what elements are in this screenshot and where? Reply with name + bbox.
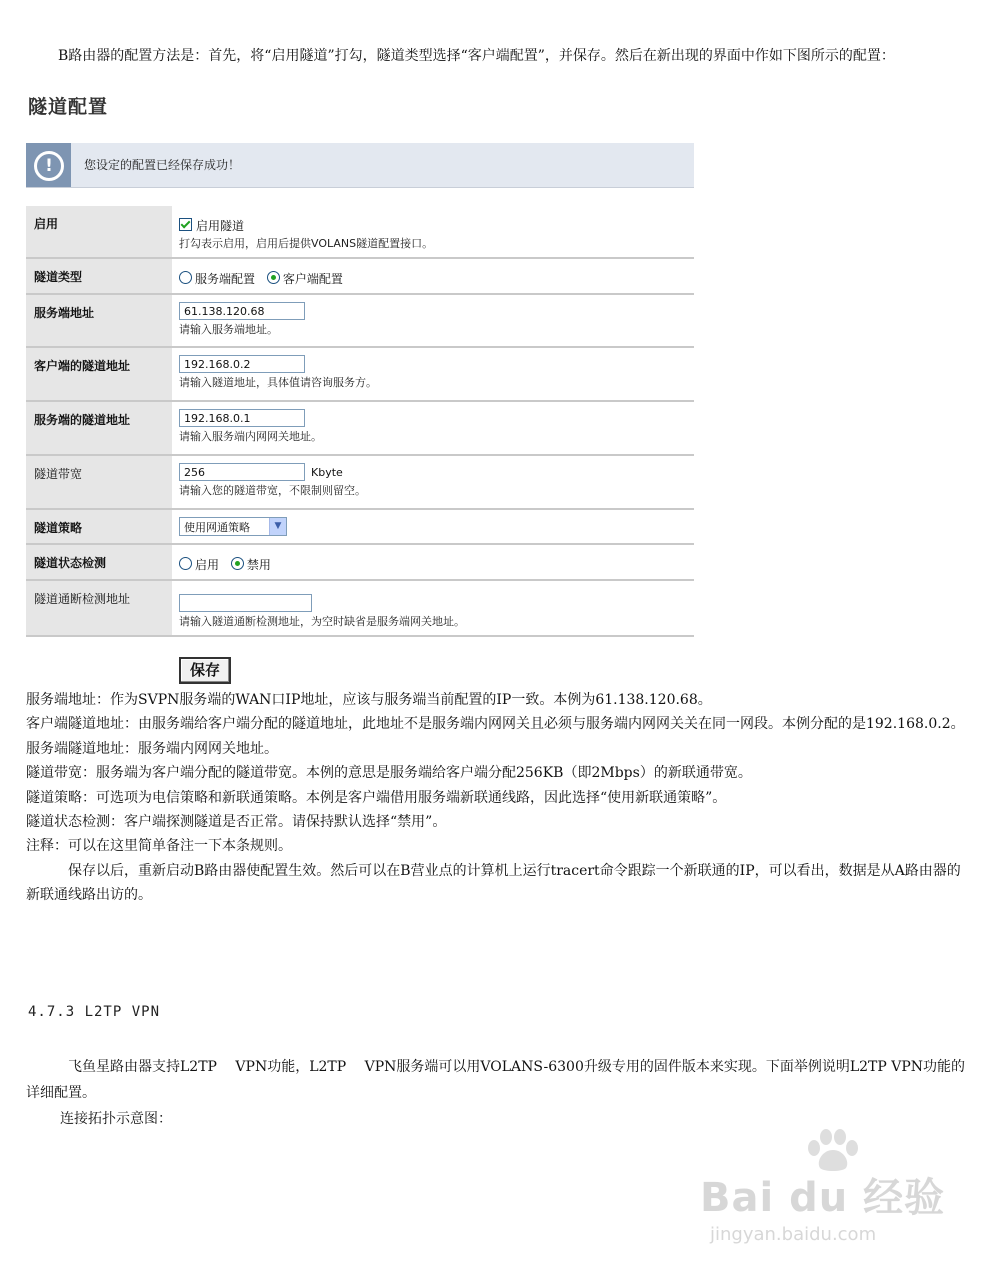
- row-server-addr: [26, 294, 694, 347]
- row-status-detect: [26, 544, 694, 580]
- label-status-detect: 隧道状态检测: [26, 544, 172, 580]
- row-bandwidth: [26, 455, 694, 509]
- desc-status-detect: 隧道状态检测：客户端探测隧道是否正常。请保持默认选择“禁用”。: [26, 814, 447, 831]
- server-addr-hint: 请输入服务端地址。: [179, 323, 278, 336]
- l2tp-paragraph: 飞鱼星路由器支持L2TP VPN功能，L2TP VPN服务端可以用VOLANS-6300升级专用的固件版本来实现。下面举例说明L2TP VPN功能的详细配置。: [26, 1059, 966, 1101]
- notice-icon-box: [26, 143, 71, 187]
- label-server-addr: 服务端地址: [26, 294, 172, 347]
- section-title: 隧道配置: [28, 96, 109, 118]
- notice-text: 您设定的配置已经保存成功！: [84, 158, 241, 172]
- exclamation-icon: !: [34, 151, 64, 181]
- desc-bandwidth: 隧道带宽：服务端为客户端分配的隧道带宽。本例的意思是服务端给客户端分配256KB（即2Mbps）的新联通带宽。: [26, 765, 752, 782]
- chevron-down-icon[interactable]: ▼: [269, 518, 286, 535]
- row-client-tunnel-addr: [26, 347, 694, 401]
- desc-server-tunnel-addr: 服务端隧道地址：服务端内网网关地址。: [26, 740, 278, 757]
- tunnel-config-table: [26, 206, 694, 637]
- label-policy: 隧道策略: [26, 509, 172, 544]
- watermark-url: jingyan.baidu.com: [710, 1224, 877, 1245]
- row-enable: [26, 206, 694, 258]
- label-enable: 启用: [26, 206, 172, 258]
- description-list: [26, 688, 966, 908]
- client-tunnel-addr-hint: 请输入隧道地址，具体值请咨询服务方。: [179, 376, 377, 389]
- radio-server-config[interactable]: [179, 271, 192, 284]
- desc-client-tunnel-addr: 客户端隧道地址：由服务端给客户端分配的隧道地址，此地址不是服务端内网网关且必须与服务端内网网关关在同一网段。本例分配的是192.168.0.2。: [26, 716, 965, 733]
- label-server-tunnel-addr: 服务端的隧道地址: [26, 401, 172, 455]
- enable-tunnel-label: 启用隧道: [196, 219, 245, 233]
- server-tunnel-addr-hint: 请输入服务端内网网关地址。: [179, 430, 322, 443]
- bandwidth-input[interactable]: 256: [179, 463, 305, 481]
- desc-policy: 隧道策略：可选项为电信策略和新联通策略。本例是客户端借用服务端新联通线路，因此选择“使用新联通策略”。: [26, 789, 727, 806]
- label-detect-addr: 隧道通断检测地址: [26, 580, 172, 636]
- desc-server-addr: 服务端地址：作为SVPN服务端的WAN口IP地址，应该与服务端当前配置的IP一致。本例为61.138.120.68。: [26, 692, 712, 708]
- label-client-tunnel-addr: 客户端的隧道地址: [26, 347, 172, 401]
- desc-note: 注释：可以在这里简单备注一下本条规则。: [26, 838, 292, 855]
- radio-client-config-label: 客户端配置: [282, 272, 343, 286]
- row-detect-addr: [26, 580, 694, 636]
- detect-addr-hint: 请输入隧道通断检测地址，为空时缺省是服务端网关地址。: [179, 615, 465, 628]
- policy-select[interactable]: [179, 517, 287, 536]
- save-success-notice: [26, 143, 694, 188]
- radio-detect-off[interactable]: [231, 557, 244, 570]
- baidu-watermark: [700, 1128, 970, 1260]
- label-tunnel-type: 隧道类型: [26, 258, 172, 294]
- detect-addr-input[interactable]: [179, 594, 312, 612]
- topology-label: 连接拓扑示意图：: [60, 1111, 172, 1127]
- radio-detect-on[interactable]: [179, 557, 192, 570]
- row-server-tunnel-addr: [26, 401, 694, 455]
- bandwidth-hint: 请输入您的隧道带宽，不限制则留空。: [179, 484, 366, 497]
- row-tunnel-type: [26, 258, 694, 294]
- label-bandwidth: 隧道带宽: [26, 455, 172, 509]
- watermark-brand: Bai du 经验: [700, 1175, 946, 1221]
- bandwidth-unit: Kbyte: [311, 465, 343, 479]
- radio-server-config-label: 服务端配置: [195, 272, 256, 286]
- enable-tunnel-checkbox[interactable]: [179, 218, 192, 231]
- l2tp-section: [26, 1054, 966, 1132]
- save-button[interactable]: 保存: [179, 657, 231, 684]
- row-policy: [26, 509, 694, 544]
- intro-paragraph: B路由器的配置方法是：首先，将“启用隧道”打勾，隧道类型选择“客户端配置”，并保存。然后在新出现的界面中作如下图所示的配置：: [58, 48, 895, 64]
- enable-hint: 打勾表示启用，启用后提供VOLANS隧道配置接口。: [179, 237, 434, 250]
- server-addr-input[interactable]: 61.138.120.68: [179, 302, 305, 320]
- radio-detect-off-label: 禁用: [246, 558, 271, 572]
- radio-detect-on-label: 启用: [195, 558, 220, 572]
- server-tunnel-addr-input[interactable]: 192.168.0.1: [179, 409, 305, 427]
- client-tunnel-addr-input[interactable]: 192.168.0.2: [179, 355, 305, 373]
- heading-473: 4.7.3 L2TP VPN: [28, 1004, 161, 1020]
- after-save-paragraph: 保存以后，重新启动B路由器使配置生效。然后可以在B营业点的计算机上运行tracert命令跟踪一个新联通的IP，可以看出，数据是从A路由器的新联通线路出访的。: [26, 862, 961, 904]
- policy-select-value: 使用网通策略: [184, 521, 250, 534]
- radio-client-config[interactable]: [267, 271, 280, 284]
